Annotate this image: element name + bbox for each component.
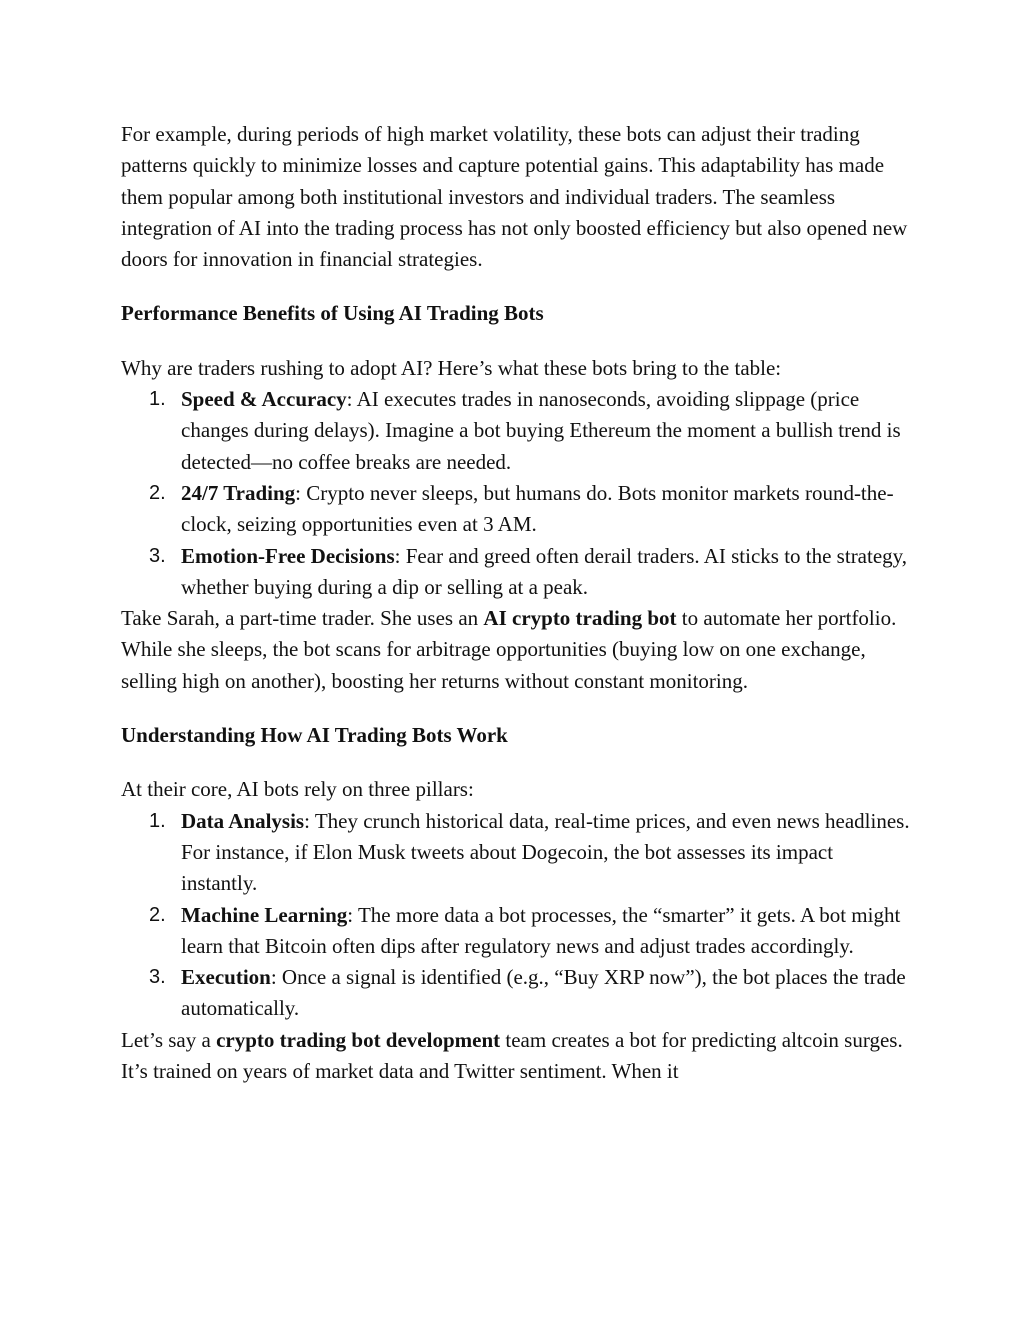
sarah-example-paragraph (121, 603, 911, 697)
list-item (121, 478, 911, 541)
list-item-number: 1. (149, 388, 166, 411)
list-item-number: 3. (149, 544, 166, 567)
list-item (121, 384, 911, 478)
list-item-number: 3. (149, 966, 166, 989)
list-item-text: : AI executes trades in nanoseconds, avoiding slippage (price changes during delays). Imagine a bot buying Ethereum the moment a bullish trend is detected—no coffee breaks are needed. (181, 387, 901, 474)
section1-lead-paragraph: Why are traders rushing to adopt AI? Here’s what these bots bring to the table: (121, 355, 782, 380)
list-item-term: Machine Learning (181, 902, 348, 927)
list-item (121, 962, 911, 1025)
intro-paragraph: For example, during periods of high market volatility, these bots can adjust their trading patterns quickly to minimize losses and capture potential gains. This adaptability has made them popular among both institutional investors and individual traders. The seamless integration of AI into the trading process has not only boosted efficiency but also opened new doors for innovation in financial strategies. (121, 122, 908, 272)
list-item-term: Emotion-Free Decisions (181, 543, 395, 568)
list-item (121, 806, 911, 900)
list-item-term: 24/7 Trading (181, 480, 296, 505)
list-item (121, 541, 911, 604)
example-bold-term: AI crypto trading bot (483, 606, 677, 631)
development-example-paragraph (121, 1025, 911, 1088)
benefits-list (121, 384, 911, 603)
list-item-text: : They crunch historical data, real-time prices, and even news headlines. For instance, if Elon Musk tweets about Dogecoin, the bot assesses its impact instantly. (181, 808, 910, 896)
document-body (121, 119, 911, 1087)
section-heading-how-bots-work: Understanding How AI Trading Bots Work (121, 723, 508, 748)
list-item-text: : Fear and greed often derail traders. AI sticks to the strategy, whether buying during a dip or selling at a peak. (181, 543, 908, 599)
list-item-text: : The more data a bot processes, the “smarter” it gets. A bot might learn that Bitcoin often dips after regulatory news and adjust trades accordingly. (181, 902, 901, 958)
example-text-after: to automate her portfolio. While she sleeps, the bot scans for arbitrage opportunities (buying low on one exchange, selling high on another), boosting her returns without constant monitoring. (121, 606, 897, 693)
pillars-list (121, 806, 911, 1025)
section2-lead-paragraph: At their core, AI bots rely on three pillars: (121, 777, 474, 802)
list-item-text: : Crypto never sleeps, but humans do. Bots monitor markets round-the-clock, seizing opportunities even at 3 AM. (181, 480, 894, 537)
list-item-term: Data Analysis (181, 808, 305, 833)
list-item-term: Speed & Accuracy (181, 387, 347, 412)
list-item-term: Execution (181, 965, 271, 990)
example-bold-term: crypto trading bot development (216, 1027, 501, 1052)
example-text-after: team creates a bot for predicting altcoin surges. It’s trained on years of market data and Twitter sentiment. When it (121, 1027, 903, 1084)
list-item-number: 2. (149, 903, 166, 926)
section-heading-performance-benefits: Performance Benefits of Using AI Trading Bots (121, 301, 544, 326)
example-text-before: Let’s say a (121, 1027, 217, 1052)
list-item-number: 1. (149, 809, 166, 832)
example-text-before: Take Sarah, a part-time trader. She uses an (121, 606, 484, 631)
list-item (121, 900, 911, 963)
list-item-text: : Once a signal is identified (e.g., “Buy XRP now”), the bot places the trade automatically. (181, 965, 906, 1021)
list-item-number: 2. (149, 481, 166, 504)
